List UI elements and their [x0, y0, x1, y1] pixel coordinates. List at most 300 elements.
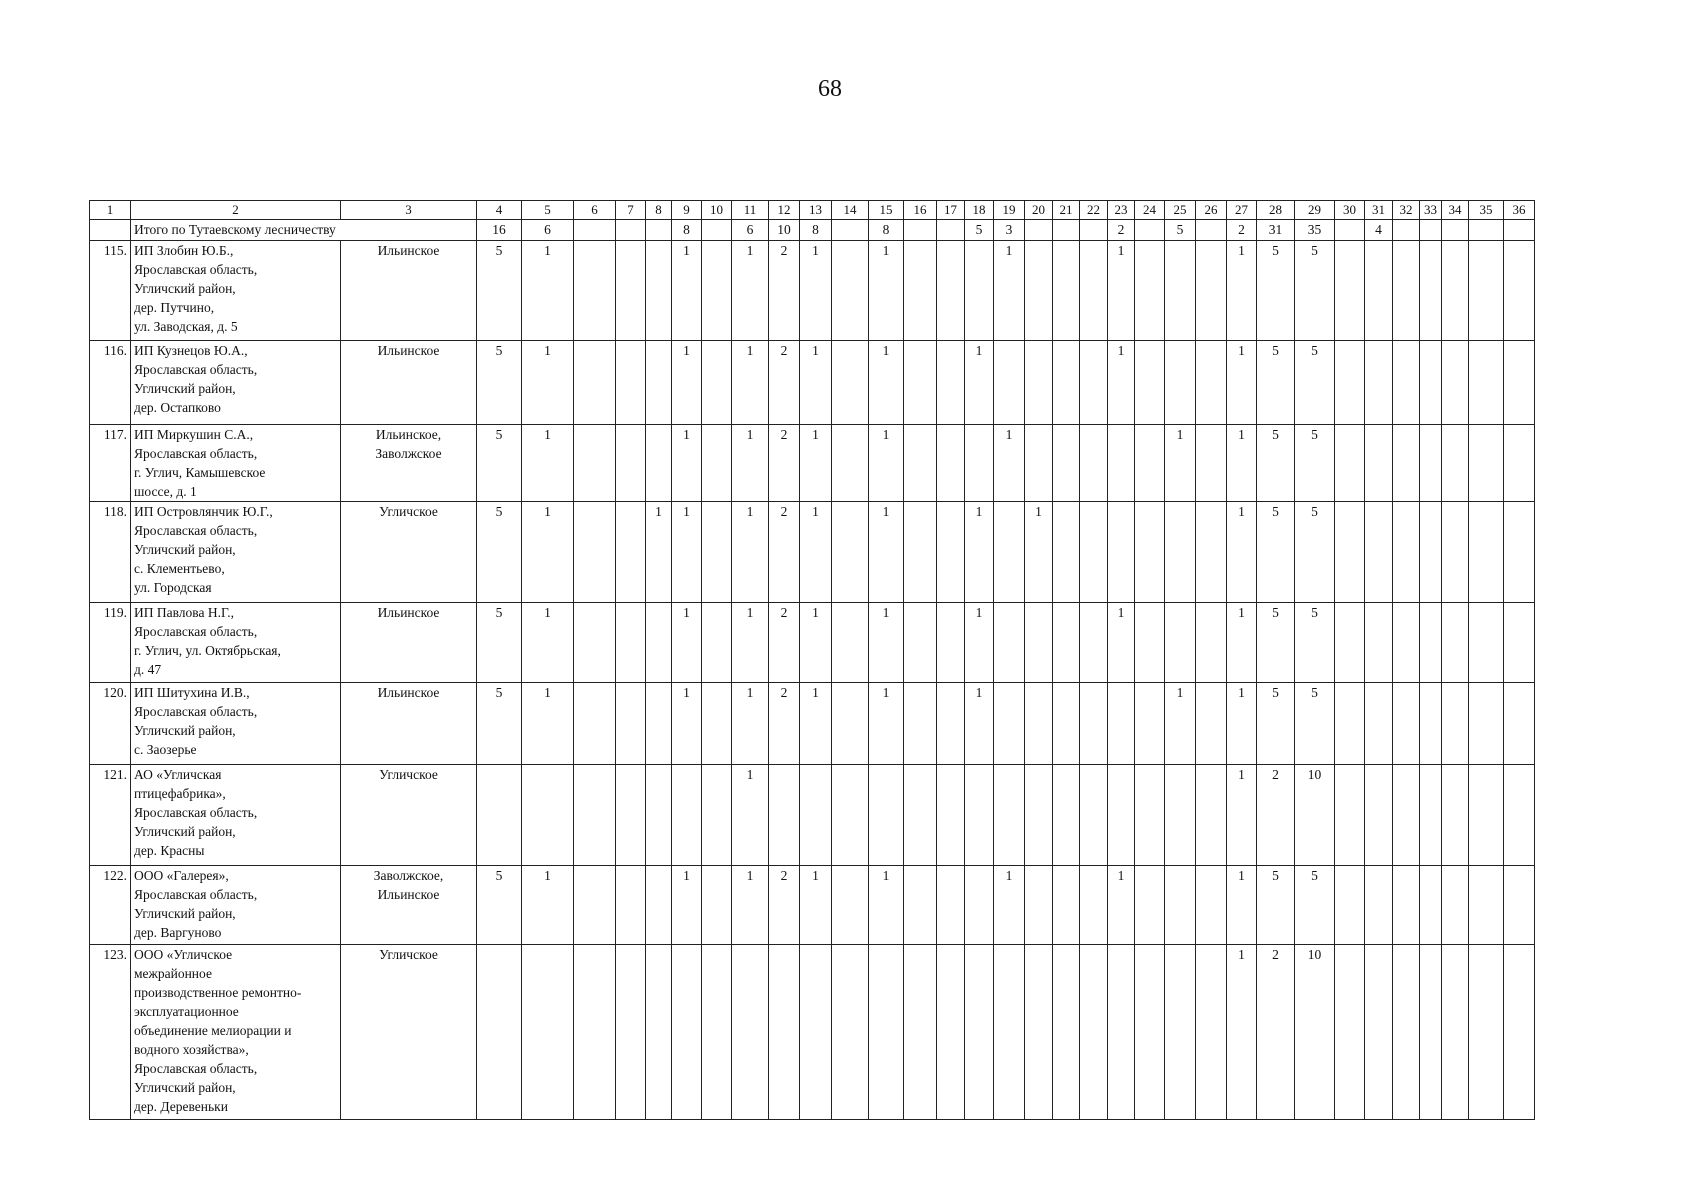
value-cell [1393, 603, 1420, 683]
value-cell [769, 765, 800, 866]
value-cell [1393, 425, 1420, 502]
value-cell [937, 683, 965, 765]
entity-name: ИП Злобин Ю.Б., Ярославская область, Угличский район, дер. Путчино, ул. Заводская, д. 5 [131, 241, 341, 341]
value-cell: 3 [994, 220, 1025, 241]
value-cell [832, 220, 869, 241]
value-cell: 1 [800, 502, 832, 603]
value-cell [1420, 945, 1442, 1120]
value-cell [1504, 341, 1535, 425]
value-cell [1469, 866, 1504, 945]
value-cell [616, 341, 646, 425]
value-cell [702, 683, 732, 765]
value-cell [1442, 341, 1469, 425]
value-cell: 1 [1165, 683, 1196, 765]
value-cell [1365, 945, 1393, 1120]
value-cell: 1 [965, 502, 994, 603]
value-cell: 1 [1227, 683, 1257, 765]
value-cell [1165, 765, 1196, 866]
value-cell: 1 [869, 683, 904, 765]
value-cell: 5 [1295, 241, 1335, 341]
value-cell: 1 [732, 502, 769, 603]
value-cell [832, 945, 869, 1120]
column-header: 3 [341, 201, 477, 220]
value-cell [832, 341, 869, 425]
value-cell [1135, 765, 1165, 866]
value-cell: 5 [1257, 502, 1295, 603]
value-cell [1365, 765, 1393, 866]
column-header: 33 [1420, 201, 1442, 220]
value-cell: 1 [965, 341, 994, 425]
entity-name: ООО «Угличское межрайонное производственное ремонтно- эксплуатационное объединение мелиорации и водного хозяйства», Ярославская область, Угличский район, дер. Деревеньки [131, 945, 341, 1120]
forestry-district: Заволжское, Ильинское [341, 866, 477, 945]
value-cell [1365, 866, 1393, 945]
value-cell [1393, 341, 1420, 425]
value-cell [832, 241, 869, 341]
value-cell [1469, 241, 1504, 341]
entity-name: ИП Шитухина И.В., Ярославская область, Угличский район, с. Заозерье [131, 683, 341, 765]
table-row [90, 425, 1535, 502]
value-cell [904, 425, 937, 502]
value-cell [1165, 945, 1196, 1120]
value-cell [1335, 241, 1365, 341]
value-cell [1504, 241, 1535, 341]
value-cell [1135, 683, 1165, 765]
value-cell [1080, 866, 1108, 945]
value-cell: 5 [1295, 866, 1335, 945]
value-cell: 8 [672, 220, 702, 241]
value-cell [1393, 502, 1420, 603]
value-cell [1108, 765, 1135, 866]
value-cell: 5 [1295, 341, 1335, 425]
row-number: 117. [90, 425, 131, 502]
value-cell [1053, 765, 1080, 866]
value-cell [832, 502, 869, 603]
value-cell [1469, 341, 1504, 425]
value-cell [832, 603, 869, 683]
value-cell [1335, 603, 1365, 683]
value-cell [1393, 765, 1420, 866]
value-cell [769, 945, 800, 1120]
value-cell [965, 765, 994, 866]
row-number: 116. [90, 341, 131, 425]
value-cell: 5 [1257, 425, 1295, 502]
value-cell: 1 [672, 866, 702, 945]
value-cell [1135, 425, 1165, 502]
value-cell [1080, 945, 1108, 1120]
value-cell: 2 [769, 425, 800, 502]
column-header: 16 [904, 201, 937, 220]
total-label: Итого по Тутаевскому лесничеству [131, 220, 477, 241]
value-cell: 1 [522, 683, 574, 765]
value-cell [1165, 866, 1196, 945]
value-cell: 5 [1165, 220, 1196, 241]
value-cell [904, 502, 937, 603]
value-cell: 5 [1295, 502, 1335, 603]
value-cell [672, 945, 702, 1120]
value-cell [1025, 866, 1053, 945]
value-cell: 1 [732, 341, 769, 425]
value-cell [800, 945, 832, 1120]
value-cell: 1 [522, 425, 574, 502]
column-header: 26 [1196, 201, 1227, 220]
value-cell [1025, 241, 1053, 341]
value-cell [646, 341, 672, 425]
value-cell [574, 945, 616, 1120]
value-cell [869, 765, 904, 866]
value-cell [1165, 603, 1196, 683]
value-cell [1442, 765, 1469, 866]
value-cell [1135, 945, 1165, 1120]
value-cell: 5 [477, 502, 522, 603]
value-cell [1196, 425, 1227, 502]
value-cell [1196, 341, 1227, 425]
entity-name: ИП Павлова Н.Г., Ярославская область, г. Углич, ул. Октябрьская, д. 47 [131, 603, 341, 683]
value-cell [1504, 765, 1535, 866]
value-cell [937, 502, 965, 603]
value-cell: 1 [1227, 341, 1257, 425]
value-cell [1420, 765, 1442, 866]
page-number: 68 [818, 76, 842, 102]
value-cell [1365, 241, 1393, 341]
forestry-district: Угличское [341, 945, 477, 1120]
value-cell [1365, 603, 1393, 683]
value-cell: 1 [869, 866, 904, 945]
value-cell: 2 [769, 866, 800, 945]
value-cell [1135, 603, 1165, 683]
value-cell: 5 [1295, 425, 1335, 502]
row-number: 121. [90, 765, 131, 866]
value-cell: 2 [1227, 220, 1257, 241]
value-cell [1053, 603, 1080, 683]
value-cell: 1 [800, 425, 832, 502]
value-cell [1442, 945, 1469, 1120]
value-cell [1469, 683, 1504, 765]
row-number: 122. [90, 866, 131, 945]
value-cell: 6 [522, 220, 574, 241]
row-number [90, 220, 131, 241]
value-cell: 1 [1165, 425, 1196, 502]
value-cell [1335, 945, 1365, 1120]
column-header: 1 [90, 201, 131, 220]
column-header: 23 [1108, 201, 1135, 220]
value-cell: 5 [477, 425, 522, 502]
value-cell [869, 945, 904, 1120]
column-header: 6 [574, 201, 616, 220]
value-cell [1335, 341, 1365, 425]
value-cell: 4 [1365, 220, 1393, 241]
value-cell: 1 [1025, 502, 1053, 603]
value-cell [1080, 765, 1108, 866]
column-header: 27 [1227, 201, 1257, 220]
column-header: 8 [646, 201, 672, 220]
value-cell [574, 220, 616, 241]
forestry-district: Ильинское [341, 683, 477, 765]
row-number: 118. [90, 502, 131, 603]
value-cell [1053, 220, 1080, 241]
value-cell: 5 [1257, 603, 1295, 683]
value-cell: 1 [1227, 502, 1257, 603]
column-header: 9 [672, 201, 702, 220]
value-cell [1365, 502, 1393, 603]
value-cell: 1 [522, 241, 574, 341]
value-cell: 1 [800, 241, 832, 341]
column-header: 7 [616, 201, 646, 220]
value-cell [904, 866, 937, 945]
table-row [90, 341, 1535, 425]
value-cell: 1 [1108, 603, 1135, 683]
value-cell [616, 866, 646, 945]
value-cell: 1 [965, 683, 994, 765]
column-header: 22 [1080, 201, 1108, 220]
value-cell: 5 [477, 341, 522, 425]
value-cell: 1 [1108, 341, 1135, 425]
value-cell [1335, 866, 1365, 945]
value-cell: 1 [1227, 425, 1257, 502]
value-cell: 35 [1295, 220, 1335, 241]
value-cell [1108, 945, 1135, 1120]
value-cell [1196, 765, 1227, 866]
value-cell [832, 425, 869, 502]
value-cell [1025, 683, 1053, 765]
value-cell: 5 [965, 220, 994, 241]
value-cell: 1 [994, 241, 1025, 341]
value-cell [1165, 241, 1196, 341]
table-row [90, 502, 1535, 603]
value-cell [1420, 425, 1442, 502]
value-cell: 1 [732, 603, 769, 683]
value-cell [1053, 866, 1080, 945]
value-cell [1335, 502, 1365, 603]
value-cell [646, 765, 672, 866]
value-cell [1053, 341, 1080, 425]
value-cell [1393, 220, 1420, 241]
value-cell [1025, 945, 1053, 1120]
value-cell: 5 [1257, 866, 1295, 945]
value-cell [1025, 603, 1053, 683]
value-cell: 1 [672, 341, 702, 425]
column-header: 30 [1335, 201, 1365, 220]
value-cell [1420, 241, 1442, 341]
table-row [90, 241, 1535, 341]
value-cell: 1 [522, 866, 574, 945]
column-header: 34 [1442, 201, 1469, 220]
column-header: 21 [1053, 201, 1080, 220]
value-cell [702, 502, 732, 603]
value-cell [646, 683, 672, 765]
value-cell [616, 683, 646, 765]
column-header: 29 [1295, 201, 1335, 220]
value-cell: 1 [994, 425, 1025, 502]
value-cell [1025, 765, 1053, 866]
value-cell: 8 [800, 220, 832, 241]
value-cell [832, 866, 869, 945]
value-cell: 1 [1108, 866, 1135, 945]
value-cell: 5 [1257, 683, 1295, 765]
value-cell [1025, 220, 1053, 241]
value-cell [574, 765, 616, 866]
column-header: 14 [832, 201, 869, 220]
column-header: 13 [800, 201, 832, 220]
value-cell [1420, 502, 1442, 603]
entity-name: ООО «Галерея», Ярославская область, Угличский район, дер. Варгуново [131, 866, 341, 945]
table-row [90, 683, 1535, 765]
value-cell [574, 683, 616, 765]
forestry-district: Ильинское [341, 341, 477, 425]
value-cell [1165, 502, 1196, 603]
row-number: 120. [90, 683, 131, 765]
value-cell [937, 220, 965, 241]
value-cell [1365, 683, 1393, 765]
column-header: 35 [1469, 201, 1504, 220]
value-cell [616, 241, 646, 341]
forestry-district: Угличское [341, 502, 477, 603]
value-cell [965, 241, 994, 341]
value-cell [646, 866, 672, 945]
value-cell [1135, 866, 1165, 945]
table-row [90, 866, 1535, 945]
column-header: 31 [1365, 201, 1393, 220]
value-cell [732, 945, 769, 1120]
value-cell [1053, 683, 1080, 765]
column-header: 32 [1393, 201, 1420, 220]
value-cell: 1 [800, 683, 832, 765]
forestry-district: Угличское [341, 765, 477, 866]
value-cell [672, 765, 702, 866]
value-cell [937, 945, 965, 1120]
value-cell [574, 866, 616, 945]
value-cell [1053, 945, 1080, 1120]
value-cell [1053, 502, 1080, 603]
value-cell [702, 866, 732, 945]
value-cell [1165, 341, 1196, 425]
value-cell: 2 [769, 341, 800, 425]
value-cell [1469, 220, 1504, 241]
column-header: 18 [965, 201, 994, 220]
value-cell [1025, 341, 1053, 425]
value-cell: 1 [672, 683, 702, 765]
row-number: 115. [90, 241, 131, 341]
value-cell [904, 603, 937, 683]
column-header: 17 [937, 201, 965, 220]
value-cell [1469, 425, 1504, 502]
value-cell [1025, 425, 1053, 502]
value-cell: 1 [869, 241, 904, 341]
value-cell [1196, 502, 1227, 603]
value-cell: 2 [1108, 220, 1135, 241]
column-header: 19 [994, 201, 1025, 220]
value-cell [994, 765, 1025, 866]
value-cell: 1 [994, 866, 1025, 945]
value-cell [1335, 765, 1365, 866]
value-cell: 1 [672, 502, 702, 603]
value-cell [1469, 765, 1504, 866]
value-cell [702, 765, 732, 866]
value-cell [574, 341, 616, 425]
value-cell: 10 [769, 220, 800, 241]
value-cell: 1 [672, 603, 702, 683]
value-cell: 1 [800, 603, 832, 683]
row-number: 123. [90, 945, 131, 1120]
value-cell: 1 [732, 241, 769, 341]
value-cell: 1 [522, 603, 574, 683]
value-cell [616, 220, 646, 241]
column-header: 12 [769, 201, 800, 220]
value-cell [994, 945, 1025, 1120]
value-cell [1196, 603, 1227, 683]
value-cell [1442, 220, 1469, 241]
value-cell: 1 [800, 341, 832, 425]
value-cell [1080, 603, 1108, 683]
value-cell [1442, 502, 1469, 603]
value-cell [1469, 945, 1504, 1120]
value-cell [1196, 683, 1227, 765]
value-cell [702, 603, 732, 683]
value-cell: 1 [869, 603, 904, 683]
value-cell [965, 945, 994, 1120]
value-cell [994, 683, 1025, 765]
value-cell: 31 [1257, 220, 1295, 241]
value-cell [800, 765, 832, 866]
value-cell [994, 603, 1025, 683]
value-cell [1393, 683, 1420, 765]
value-cell [646, 425, 672, 502]
value-cell [646, 603, 672, 683]
column-header: 24 [1135, 201, 1165, 220]
value-cell [1393, 241, 1420, 341]
value-cell [522, 765, 574, 866]
column-header: 5 [522, 201, 574, 220]
value-cell [937, 425, 965, 502]
value-cell [1196, 866, 1227, 945]
value-cell: 1 [1227, 765, 1257, 866]
value-cell: 2 [769, 502, 800, 603]
value-cell [574, 502, 616, 603]
forest-users-table [89, 200, 1535, 1120]
value-cell: 1 [869, 341, 904, 425]
value-cell [1108, 683, 1135, 765]
value-cell [1053, 425, 1080, 502]
value-cell [702, 341, 732, 425]
value-cell: 1 [522, 341, 574, 425]
value-cell [1504, 220, 1535, 241]
column-header: 36 [1504, 201, 1535, 220]
forestry-district: Ильинское [341, 603, 477, 683]
value-cell: 2 [769, 241, 800, 341]
row-number: 119. [90, 603, 131, 683]
value-cell: 1 [800, 866, 832, 945]
value-cell [1080, 220, 1108, 241]
value-cell: 6 [732, 220, 769, 241]
column-header: 11 [732, 201, 769, 220]
column-header: 10 [702, 201, 732, 220]
header-row [90, 201, 1535, 220]
value-cell [1504, 502, 1535, 603]
value-cell [1135, 502, 1165, 603]
value-cell: 5 [477, 683, 522, 765]
value-cell [574, 425, 616, 502]
forestry-district: Ильинское, Заволжское [341, 425, 477, 502]
value-cell [1135, 220, 1165, 241]
value-cell: 1 [869, 425, 904, 502]
value-cell: 1 [965, 603, 994, 683]
entity-name: ИП Кузнецов Ю.А., Ярославская область, Угличский район, дер. Остапково [131, 341, 341, 425]
value-cell [646, 220, 672, 241]
value-cell: 1 [732, 866, 769, 945]
value-cell [616, 425, 646, 502]
value-cell [832, 683, 869, 765]
value-cell [1335, 220, 1365, 241]
value-cell [1420, 603, 1442, 683]
